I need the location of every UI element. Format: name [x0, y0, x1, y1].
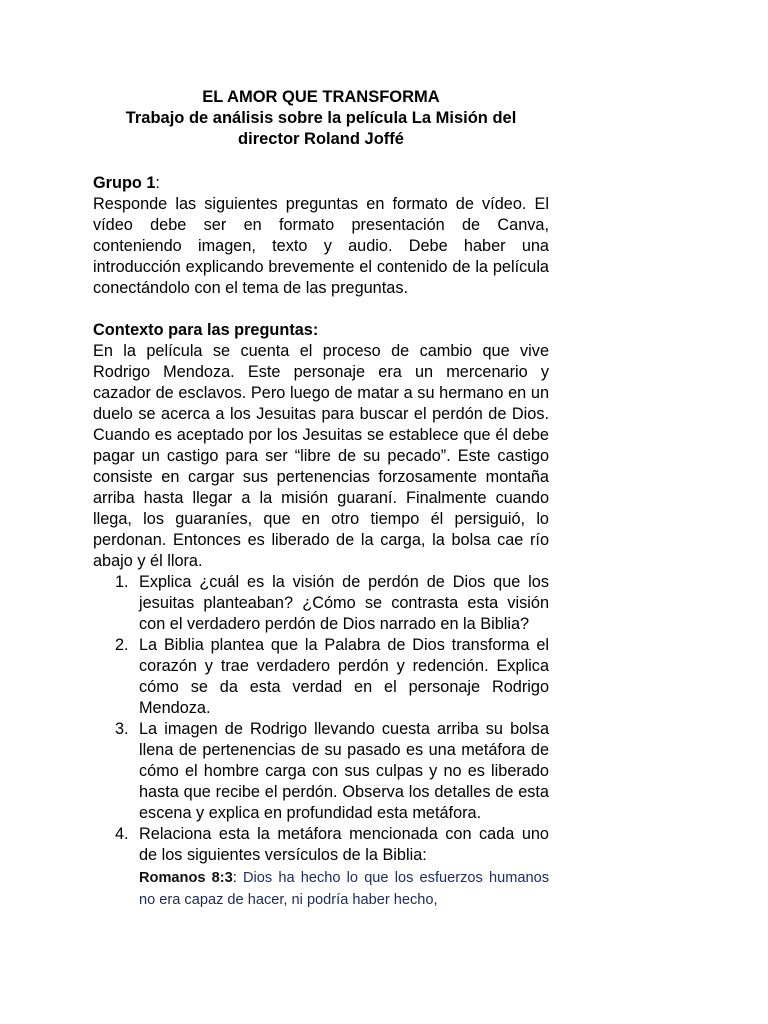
questions-list [93, 572, 549, 911]
title-line-1: EL AMOR QUE TRANSFORMA [202, 88, 440, 106]
list-item [93, 719, 549, 824]
group-label-suffix: : [155, 174, 160, 192]
context-heading: Contexto para las preguntas: [93, 321, 319, 339]
context-paragraph: En la película se cuenta el proceso de cambio que vive Rodrigo Mendoza. Este personaje era un mercenario y cazador de esclavos. Pero luego de matar a su hermano en un duelo se acerca a los Jesuitas para buscar el perdón de Dios. Cuando es aceptado por los Jesuitas se establece que él debe pagar un castigo para ser “libre de su pecado”. Este castigo consiste en cargar sus pertenencias forzosamente montaña arriba hasta llegar a la misión guaraní. Finalmente cuando llega, los guaraníes, que en otro tiempo él persiguió, lo perdonan. Entonces es liberado de la carga, la bolsa cae río abajo y él llora. [93, 342, 549, 570]
spacer [93, 299, 549, 320]
document-page [93, 87, 549, 911]
title-line-3: director Roland Joffé [238, 130, 404, 148]
group-instructions: Responde las siguientes preguntas en formato de vídeo. El vídeo debe ser en formato presentación de Canva, conteniendo imagen, texto y audio. Debe haber una introducción explicando brevemente el contenido de la película conectándolo con el tema de las preguntas. [93, 195, 549, 297]
list-item-text: Relaciona esta la metáfora mencionada con cada uno de los siguientes versículos de la Biblia: [139, 825, 549, 864]
group-label: Grupo 1 [93, 174, 156, 192]
list-item [93, 824, 549, 911]
list-item-number: 4. [115, 825, 129, 843]
list-item-text: La imagen de Rodrigo llevando cuesta arriba su bolsa llena de pertenencias de su pasado es una metáfora de cómo el hombre carga con sus culpas y no es liberado hasta que recibe el perdón. Observa los detalles de esta escena y explica en profundidad esta metáfora. [139, 720, 549, 822]
document-title [93, 87, 549, 150]
list-item-number: 3. [115, 720, 129, 738]
list-item-text: La Biblia plantea que la Palabra de Dios transforma el corazón y trae verdadero perdón y redención. Explica cómo se da esta verdad en el personaje Rodrigo Mendoza. [139, 636, 549, 717]
title-line-2: Trabajo de análisis sobre la película La Misión del [125, 109, 517, 127]
bible-verse [139, 868, 549, 911]
verse-text: Dios ha hecho lo que los esfuerzos humanos no era capaz de hacer, ni podría haber hecho, [139, 870, 550, 908]
list-item-text: Explica ¿cuál es la visión de perdón de Dios que los jesuitas planteaban? ¿Cómo se contrasta esta visión con el verdadero perdón de Dios narrado en la Biblia? [139, 573, 549, 633]
group-heading [93, 173, 549, 194]
list-item-number: 2. [115, 636, 129, 654]
list-item [93, 572, 549, 635]
list-item [93, 635, 549, 719]
list-item-number: 1. [115, 573, 129, 591]
verse-separator: : [232, 870, 243, 886]
verse-reference: Romanos 8:3 [139, 870, 233, 886]
spacer [93, 150, 549, 173]
